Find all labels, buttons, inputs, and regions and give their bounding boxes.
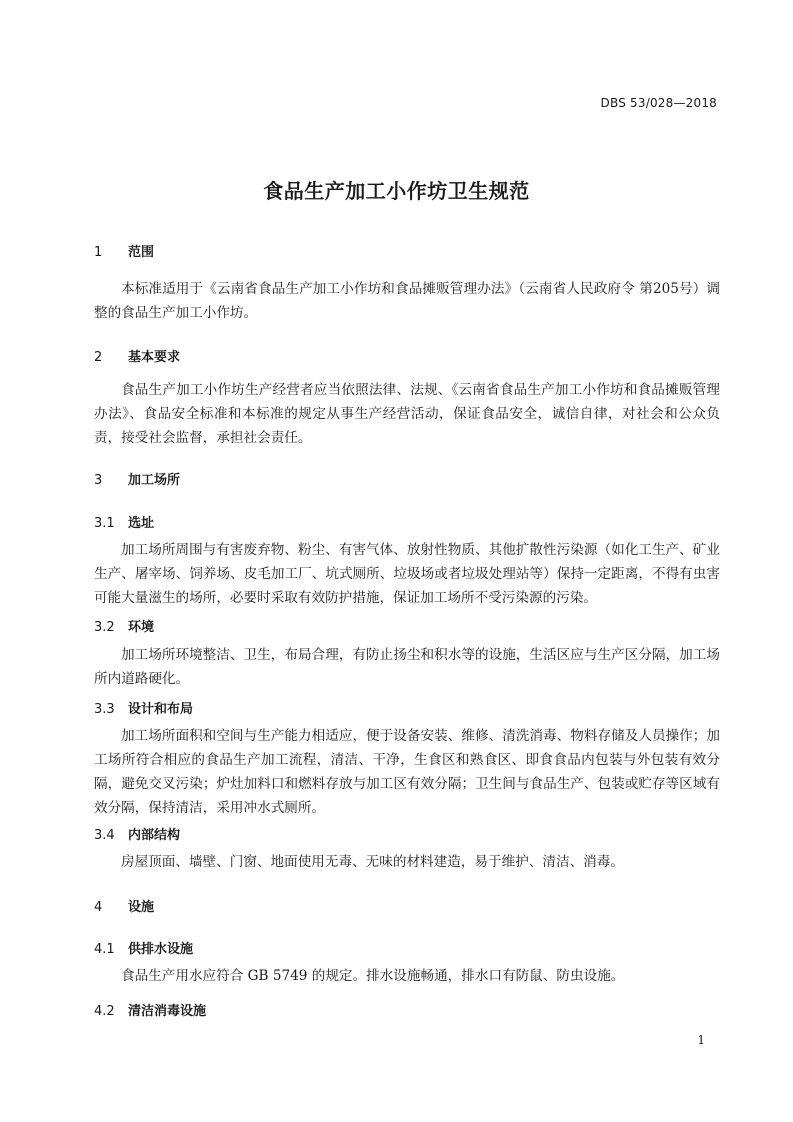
section-3-4-heading bbox=[94, 824, 180, 843]
section-4-1-paragraph: 食品生产用水应符合 GB 5749 的规定。排水设施畅通，排水口有防鼠、防虫设施。 bbox=[121, 968, 625, 984]
section-1-paragraph: 本标准适用于《云南省食品生产加工小作坊和食品摊贩管理办法》（云南省人民政府令 第205号）调整的食品生产加工小作坊。 bbox=[94, 281, 720, 321]
section-title: 供排水设施 bbox=[128, 942, 194, 957]
section-4-heading bbox=[94, 896, 154, 915]
section-title: 加工场所 bbox=[128, 473, 181, 488]
section-2-paragraph: 食品生产加工小作坊生产经营者应当依照法律、法规、《云南省食品生产加工小作坊和食品摊贩管理办法》、食品安全标准和本标准的规定从事生产经营活动，保证食品安全，诚信自律，对社会和公众负责，接受社会监督，承担社会责任。 bbox=[94, 382, 720, 446]
section-4-1-heading bbox=[94, 938, 193, 957]
section-number: 3.3 bbox=[94, 702, 115, 717]
section-number: 3.4 bbox=[94, 828, 115, 843]
page-number: 1 bbox=[697, 1033, 705, 1047]
section-number: 3.2 bbox=[94, 620, 115, 635]
section-number: 2 bbox=[94, 350, 103, 365]
section-title: 内部结构 bbox=[128, 828, 181, 843]
section-title: 环境 bbox=[128, 620, 155, 635]
section-3-2-heading bbox=[94, 616, 154, 635]
section-title: 范围 bbox=[128, 245, 155, 260]
section-2-heading bbox=[94, 346, 180, 365]
standard-code: DBS 53/028—2018 bbox=[600, 96, 717, 110]
section-title: 基本要求 bbox=[128, 350, 181, 365]
section-number: 4 bbox=[94, 900, 103, 915]
section-title: 选址 bbox=[128, 516, 155, 531]
section-title: 设施 bbox=[128, 900, 155, 915]
section-number: 3.1 bbox=[94, 516, 115, 531]
section-title: 清洁消毒设施 bbox=[128, 1004, 207, 1019]
section-3-4-paragraph: 房屋顶面、墙壁、门窗、地面使用无毒、无味的材料建造，易于维护、清洁、消毒。 bbox=[121, 854, 624, 870]
section-number: 3 bbox=[94, 473, 103, 488]
document-title: 食品生产加工小作坊卫生规范 bbox=[263, 179, 530, 203]
section-3-3-paragraph: 加工场所面积和空间与生产能力相适应，便于设备安装、维修、清洗消毒、物料存储及人员操作；加工场所符合相应的食品生产加工流程，清洁、干净，生食区和熟食区、即食食品内包装与外包装有效分隔，避免交叉污染；炉灶加料口和燃料存放与加工区有效分隔；卫生间与食品生产、包装或贮存等区域有效分隔，保持清洁，采用冲水式厕所。 bbox=[94, 728, 720, 816]
section-4-2-heading bbox=[94, 1000, 206, 1019]
section-3-1-heading bbox=[94, 512, 154, 531]
section-number: 4.1 bbox=[94, 942, 115, 957]
section-1-heading bbox=[94, 241, 154, 260]
section-3-2-paragraph: 加工场所环境整洁、卫生，布局合理，有防止扬尘和积水等的设施，生活区应与生产区分隔，加工场所内道路硬化。 bbox=[94, 647, 720, 687]
section-3-3-heading bbox=[94, 698, 193, 717]
section-3-1-paragraph: 加工场所周围与有害废弃物、粉尘、有害气体、放射性物质、其他扩散性污染源（如化工生产、矿业生产、屠宰场、饲养场、皮毛加工厂、坑式厕所、垃圾场或者垃圾处理站等）保持一定距离，不得有虫害可能大量滋生的场所，必要时采取有效防护措施，保证加工场所不受污染源的污染。 bbox=[94, 542, 720, 606]
section-title: 设计和布局 bbox=[128, 702, 194, 717]
section-3-heading bbox=[94, 469, 180, 488]
section-number: 1 bbox=[94, 245, 103, 260]
section-number: 4.2 bbox=[94, 1004, 115, 1019]
